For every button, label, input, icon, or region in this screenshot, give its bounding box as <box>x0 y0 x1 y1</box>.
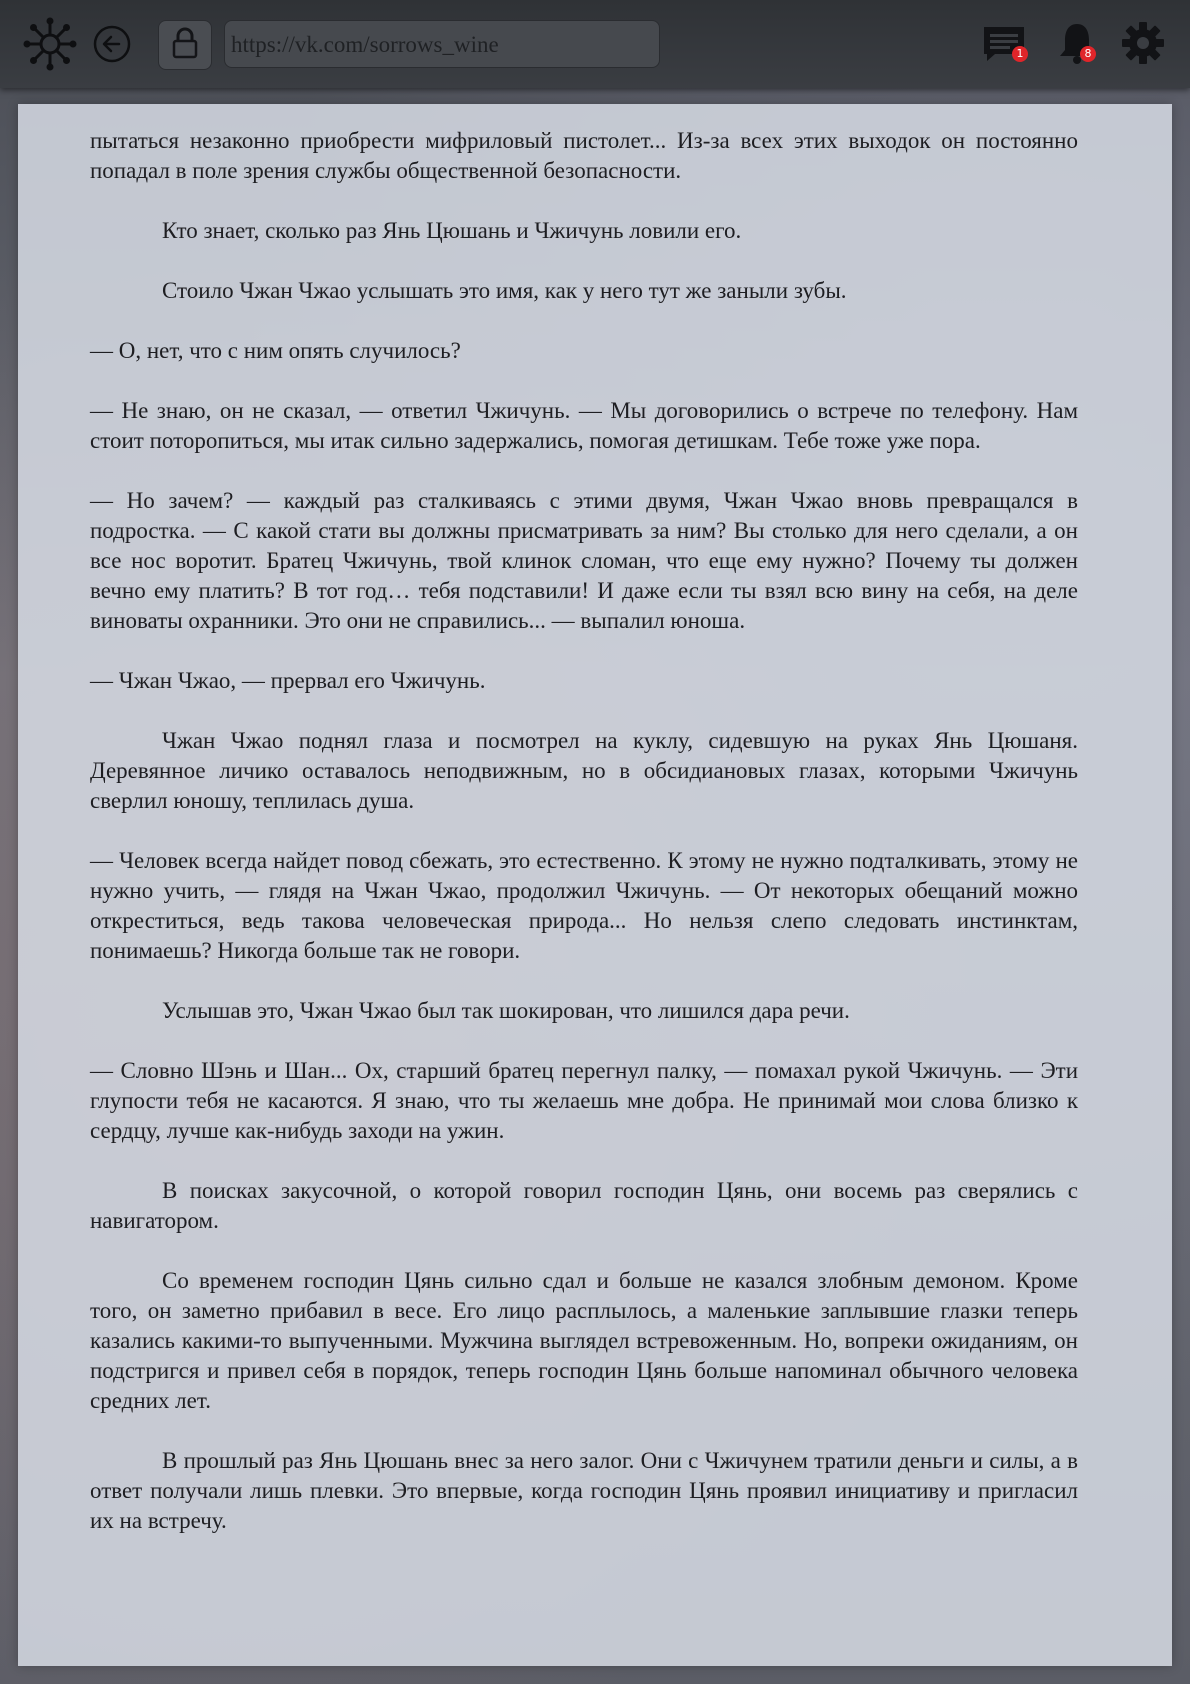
address-bar[interactable]: https://vk.com/sorrows_wine <box>224 20 660 68</box>
paragraph: — Но зачем? — каждый раз сталкиваясь с этими двумя, Чжан Чжао вновь превращался в подростка. — С какой стати вы должны присматривать за ним? Вы столько для него сделали, а он все нос воротит. Братец Чжичунь, твой клинок сломан, что еще ему нужно? Почему ты должен вечно ему платить? В тот год… тебя подставили! И даже если ты взял всю вину на себя, на деле виноваты охранники. Это они не справились... — выпалил юноша. <box>90 488 1078 633</box>
paragraph: — О, нет, что с ним опять случилось? <box>90 338 461 363</box>
lock-button[interactable] <box>158 20 212 70</box>
notifications-badge: 8 <box>1080 46 1096 62</box>
chapter-text <box>90 126 1078 1566</box>
reader-page <box>18 104 1172 1666</box>
paragraph: Услышав это, Чжан Чжао был так шокирован, что лишился дара речи. <box>162 998 850 1023</box>
paragraph: — Словно Шэнь и Шан... Ох, старший братец перегнул палку, — помахал рукой Чжичунь. — Эти глупости тебя не касаются. Я знаю, что ты желаешь мне добра. Не принимай мои слова близко к сердцу, лучше как-нибудь заходи на ужин. <box>90 1058 1078 1143</box>
bell-icon[interactable] <box>1054 18 1100 68</box>
network-hub-icon[interactable] <box>20 14 80 74</box>
paragraph: Со временем господин Цянь сильно сдал и больше не казался злобным демоном. Кроме того, он заметно прибавил в весе. Его лицо расплылось, а маленькие заплывшие глазки теперь казались какими-то выпученными. Мужчина выглядел встревоженным. Но, вопреки ожиданиям, он подстригся и привел себя в порядок, теперь господин Цянь больше напоминал обычного человека средних лет. <box>90 1268 1078 1413</box>
gear-icon[interactable] <box>1118 18 1168 68</box>
lock-icon <box>170 27 200 64</box>
messages-badge: 1 <box>1012 46 1028 62</box>
arrow-left-circle-icon[interactable] <box>90 22 134 66</box>
paragraph: В прошлый раз Янь Цюшань внес за него залог. Они с Чжичунем тратили деньги и силы, а в ответ получали лишь плевки. Это впервые, когда господин Цянь проявил инициативу и пригласил их на встречу. <box>90 1448 1078 1533</box>
paragraph: пытаться незаконно приобрести мифриловый пистолет... Из-за всех этих выходок он постоянно попадал в поле зрения службы общественной безопасности. <box>90 128 1078 183</box>
paragraph: — Чжан Чжао, — прервал его Чжичунь. <box>90 668 486 693</box>
paragraph: Кто знает, сколько раз Янь Цюшань и Чжичунь ловили его. <box>162 218 742 243</box>
top-toolbar <box>0 0 1190 88</box>
paragraph: — Человек всегда найдет повод сбежать, это естественно. К этому не нужно подталкивать, этому не нужно учить, — глядя на Чжан Чжао, продолжил Чжичунь. — От некоторых обещаний можно откреститься, ведь такова человеческая природа... Но нельзя слепо следовать инстинктам, понимаешь? Никогда больше так не говори. <box>90 848 1078 963</box>
paragraph: — Не знаю, он не сказал, — ответил Чжичунь. — Мы договорились о встрече по телефону. Нам стоит поторопиться, мы итак сильно задержались, помогая детишкам. Тебе тоже уже пора. <box>90 398 1078 453</box>
paragraph: Чжан Чжао поднял глаза и посмотрел на куклу, сидевшую на руках Янь Цюшаня. Деревянное личико оставалось неподвижным, но в обсидиановых глазах, которыми Чжичунь сверлил юношу, теплилась душа. <box>90 728 1078 813</box>
paragraph: В поисках закусочной, о которой говорил господин Цянь, они восемь раз сверялись с навигатором. <box>90 1178 1078 1233</box>
paragraph: Стоило Чжан Чжао услышать это имя, как у него тут же заныли зубы. <box>162 278 847 303</box>
